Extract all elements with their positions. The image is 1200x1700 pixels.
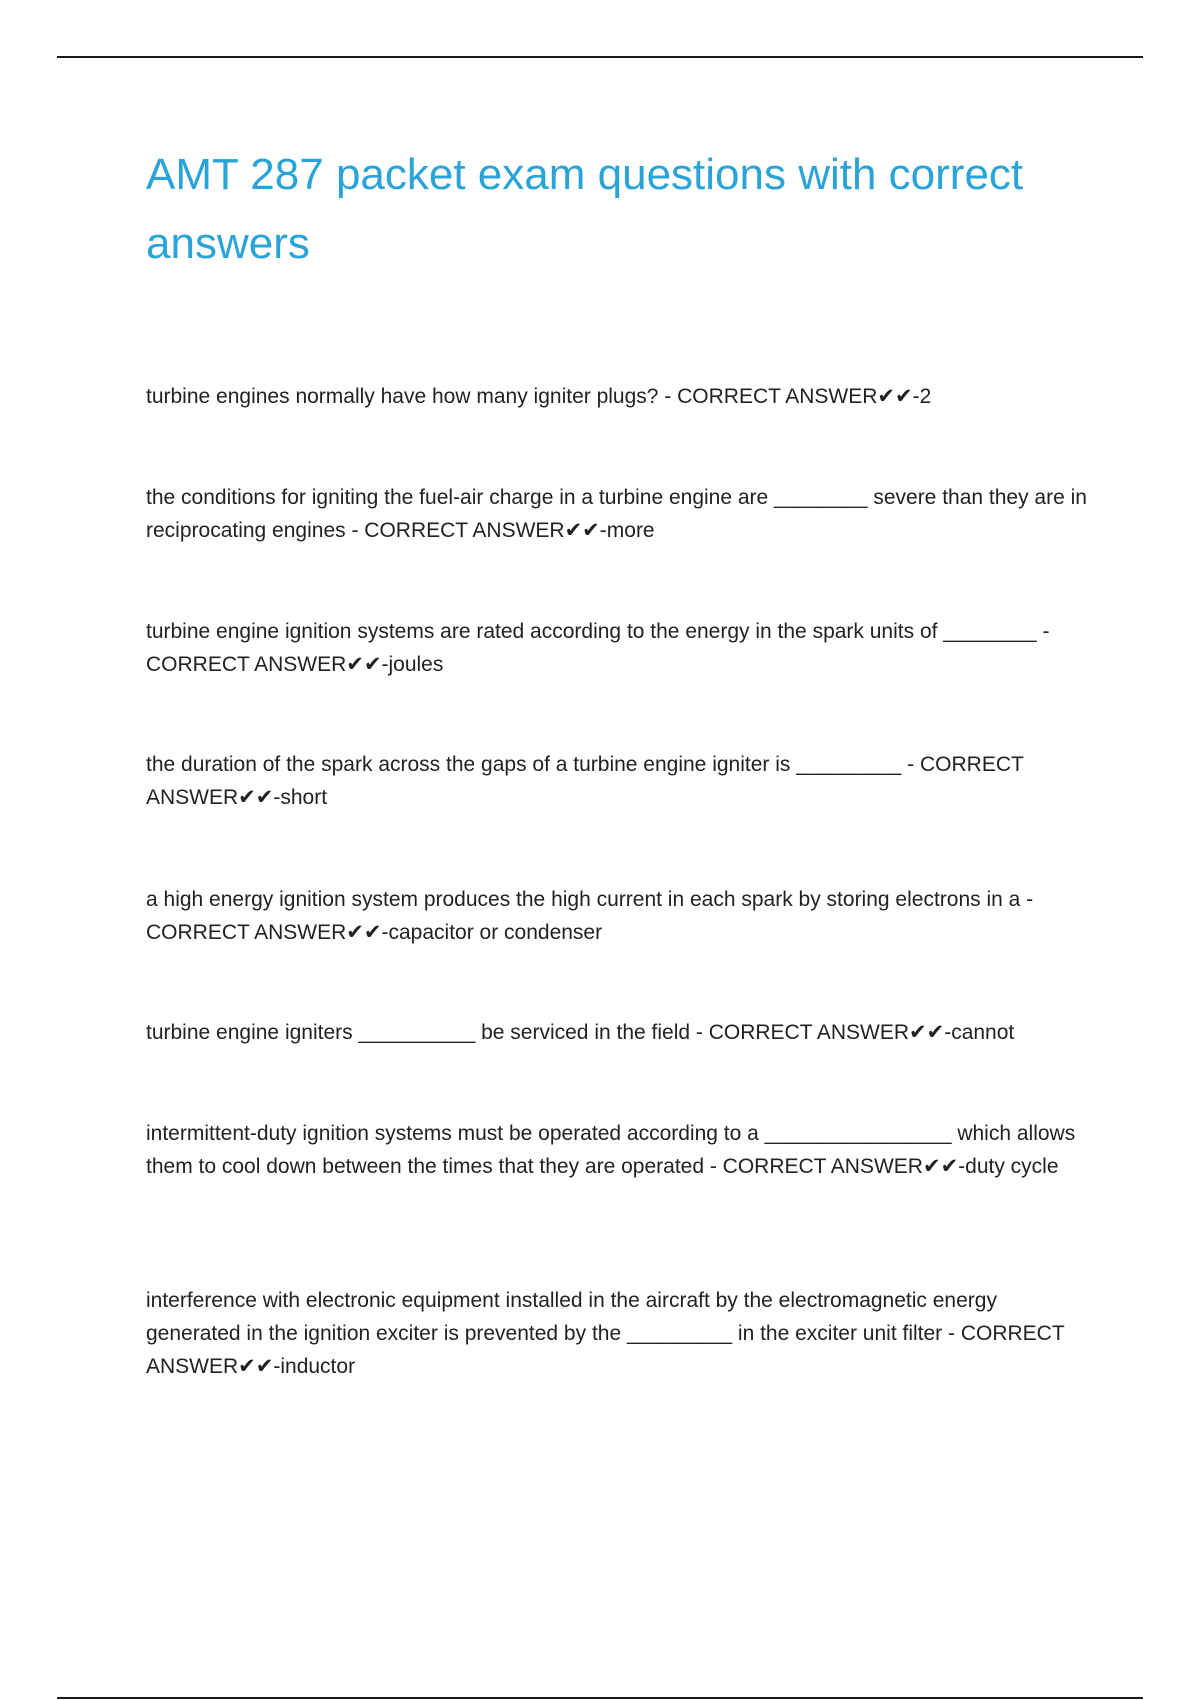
qa-item-7: intermittent-duty ignition systems must be operated according to a ________________ which allows them to cool down between the times that they are operated - CORRECT ANSWER✔✔-duty cycle: [146, 1122, 1082, 1178]
qa-item-4: the duration of the spark across the gaps of a turbine engine igniter is _________ - CORRECT ANSWER✔✔-short: [146, 753, 1029, 809]
qa-item-3: turbine engine ignition systems are rated according to the energy in the spark units of ________ - CORRECT ANSWER✔✔-joules: [146, 620, 1056, 676]
top-rule: [57, 56, 1143, 58]
page-title: AMT 287 packet exam questions with correct answers: [146, 150, 1024, 268]
qa-item-5: a high energy ignition system produces the high current in each spark by storing electrons in a - CORRECT ANSWER✔✔-capacitor or condenser: [146, 888, 1039, 944]
qa-item-8: interference with electronic equipment installed in the aircraft by the electromagnetic energy generated in the ignition exciter is prevented by the _________ in the exciter unit filter - CORRECT ANSWER✔✔-inductor: [146, 1289, 1069, 1378]
bottom-rule: [57, 1697, 1143, 1699]
qa-item-6: turbine engine igniters __________ be serviced in the field - CORRECT ANSWER✔✔-cannot: [146, 1021, 1015, 1044]
qa-item-1: turbine engines normally have how many igniter plugs? - CORRECT ANSWER✔✔-2: [146, 385, 932, 408]
qa-item-2: the conditions for igniting the fuel-air charge in a turbine engine are ________ severe than they are in reciprocating engines - CORRECT ANSWER✔✔-more: [146, 486, 1093, 542]
